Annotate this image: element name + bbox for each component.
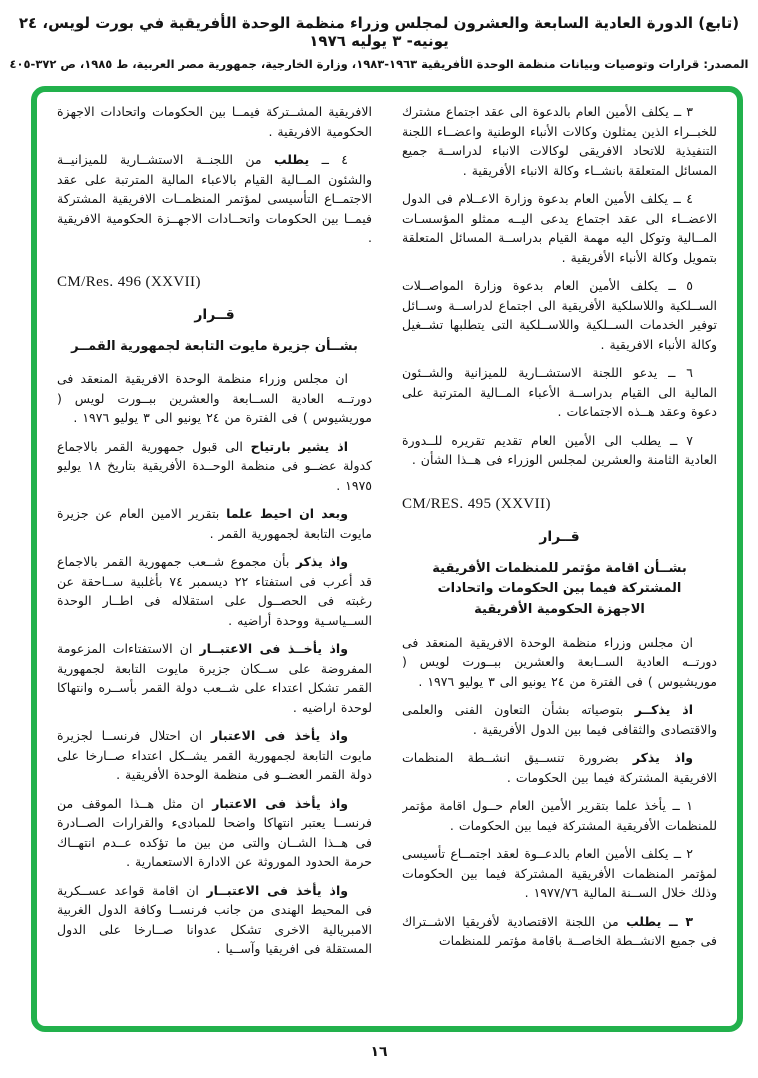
paragraph: ٦ ــ يدعو اللجنة الاستشــارية للميزانية والشــئون المالية الى القيام بدراســة الأعباء المــالية المترتبة على دعوة وعقد هــذه الاجتماعات .	[402, 365, 717, 419]
paragraph: ٧ ــ يطلب الى الأمين العام تقديم تقريره للــدورة العادية الثامنة والعشرين لمجلس الوزراء فى هــذا الشأن .	[402, 432, 717, 467]
paragraph: ٥ ــ يكلف الأمين العام بدعوة وزارة المواصــلات الســلكية واللاسلكية الأفريقية الى اجتماع لدراســة وســائل توفير الخدمات الســلكية واللاســلكية التى يتطلبها تشــغيل وكالة الأنباء الافريقية .	[402, 278, 717, 352]
paragraph: ان مجلس وزراء منظمة الوحدة الافريقية المنعقد فى دورتــه العادية الســابعة والعشرين ببــورت لويس ( موريشيوس ) فى الفترة من ٢٤ يونيو الى ٣ يوليو ١٩٧٦ .	[402, 634, 717, 689]
paragraph: ١ ــ يأخذ علما بتقرير الأمين العام حــول اقامة مؤتمر للمنظمات الأفريقية المشتركة فيما بين الحكومات .	[402, 798, 717, 833]
paragraph: ٢ ــ يكلف الأمين العام بالدعــوة لعقد اجتمــاع تأسيسى لمؤتمر المنظمات الأفريقية المشتركة فيما بين الحكومات وذلك خلال الســنة المالية ١٩٧٧/٧٦ .	[402, 846, 717, 901]
document-header	[0, 14, 758, 71]
green-border-frame	[31, 86, 743, 1032]
paragraph: اذ يذكــر بتوصياته بشأن التعاون الفنى والعلمى والاقتصادى والثقافى فيما بين الدول الأفريقية .	[402, 702, 717, 737]
paragraph: ٣ ــ يطلب من اللجنة الاقتصادية لأفريقيا الاشــتراك فى جميع الانشــطة الخاصــة باقامة مؤتمر للمنظمات	[402, 913, 717, 949]
header-session-title: (تابع) الدورة العادية السابعة والعشرون لمجلس وزراء منظمة الوحدة الأفريقية في بورت لويس، ٢٤ يونيه- ٣ يوليه ١٩٧٦	[18, 14, 740, 50]
resolution-ref: CM/RES. 495 (XXVII)	[402, 495, 551, 512]
resolution-ref: CM/Res. 496 (XXVII)	[57, 273, 201, 290]
resolution-subtitle: بشــأن اقامة مؤتمر للمنظمات الأفريقية المشتركة فيما بين الحكومات واتحادات الاجهزة الحكومية الأفريقية	[432, 560, 687, 618]
header-source-line: المصدر: قرارات وتوصيات وبيانات منظمة الوحدة الأفريقية ١٩٦٣-١٩٨٣، وزارة الخارجية، جمهورية مصر العربية، ط ١٩٨٥، ص ٣٧٢-٤٠٥	[9, 57, 749, 71]
column-right	[402, 102, 717, 1020]
page-number: ١٦	[370, 1044, 388, 1060]
paragraph: اذ يشير بارتياح الى قبول جمهورية القمر بالاجماع كدولة عضــو فى منظمة الوحــدة الأفريقية بتاريخ ١٨ يوليو ١٩٧٥ .	[57, 438, 372, 493]
paragraph: واذ يأخذ فى الاعتبار ان مثل هــذا الموقف من فرنســا يعتبر انتهاكا واضحا للمبادىء والقرارات الصــادرة فى هــذا الشــان والتى من بين ما تؤكده عــدم انتهــاك حرمة الحدود الموروثة عن الادارة الاستعمارية .	[57, 795, 372, 870]
resolution-subtitle: بشــأن جزيرة مايوت التابعة لجمهورية القمــر	[71, 338, 358, 354]
paragraph: واذ يأخــذ فى الاعتبــار ان الاستفتاءات المزعومة المفروضة على ســكان جزيرة مايوت التابعة لجمهورية القمر تشكل اعتداء على شــعب دولة القمر بأســره وانتهاكا لوحدة اراضيه .	[57, 641, 372, 715]
resolution-title: قــرار	[194, 306, 235, 323]
paragraph: ان مجلس وزراء منظمة الوحدة الافريقية المنعقد فى دورتــه العادية الســابعة والعشرين ببــورت لويس ( موريشيوس ) فى الفترة من ٢٤ يونيو الى ٣ يوليو ١٩٧٦ .	[57, 371, 372, 426]
two-column-text	[57, 102, 717, 1020]
paragraph: واذ يأخذ فى الاعتبار ان احتلال فرنســا لجزيرة مايوت التابعة لجمهورية القمر يشــكل اعتداء صــارخا على دولة القمر العضــو فى منظمة الوحدة الأفريقية .	[57, 728, 372, 783]
paragraph: واذ يذكر بضرورة تنســيق انشــطة المنظمات الافريقية المشتركة فيما بين الحكومات .	[402, 750, 717, 785]
paragraph: ٣ ــ يكلف الأمين العام بالدعوة الى عقد اجتماع مشترك للخبــراء الذين يمثلون وكالات الأنباء الوطنية واعضــاء اللجنة التنفيذية للاتحاد الافريقى لوكالات الانباء لدراســة جميع المسائل المتعلقة بانشــاء وكالة الانباء الأفريقية .	[402, 104, 717, 178]
paragraph: واذ يأخذ فى الاعتبــار ان اقامة قواعد عســكرية فى المحيط الهندى من جانب فرنســا وكافة الدول الغربية الامبريالية الاخرى تشكل عدوانا صــارخا على الدول المستقلة فى افريقيا وآســيا .	[57, 882, 372, 957]
paragraph: ٤ ــ يكلف الأمين العام بدعوة وزارة الاعــلام فى الدول الاعضــاء الى عقد اجتماع يدعى اليــه ممثلو المؤسسـات المــالية وتوكل اليه مهمة القيام بدراســة المسائل المتعلقة بتمويل وكالة الأنباء الأفريقية .	[402, 191, 717, 265]
paragraph: وبعد ان احيط علما بتقرير الامين العام عن جزيرة مايوت التابعة لجمهورية القمر .	[57, 506, 372, 541]
paragraph: واذ يذكر بأن مجموع شــعب جمهورية القمر بالاجماع قد أعرب فى استفتاء ٢٢ ديسمبر ٧٤ بأغلبية ســاحقة عن رغبته فى الحصــول على استقلاله فى اطــار الوحدة الســياسـية ووحدة أراضيه .	[57, 554, 372, 628]
paragraph: الافريقية المشــتركة فيمــا بين الحكومات واتحادات الاجهزة الحكومية الافريقية .	[57, 104, 372, 139]
resolution-title: قــرار	[539, 528, 580, 545]
column-left	[57, 102, 372, 1020]
paragraph: ٤ ــ يطلب من اللجنــة الاستشــارية للميزانيــة والشئون المــالية القيام بالاعباء المالية المترتبة على عقد الاجتمــاع التأسيسى لمؤتمر المنظمــات الافريقية المشتركة فيمــا بين الحكومات واتحــادات الاجهــزة الحكومية الافريقية .	[57, 152, 372, 245]
